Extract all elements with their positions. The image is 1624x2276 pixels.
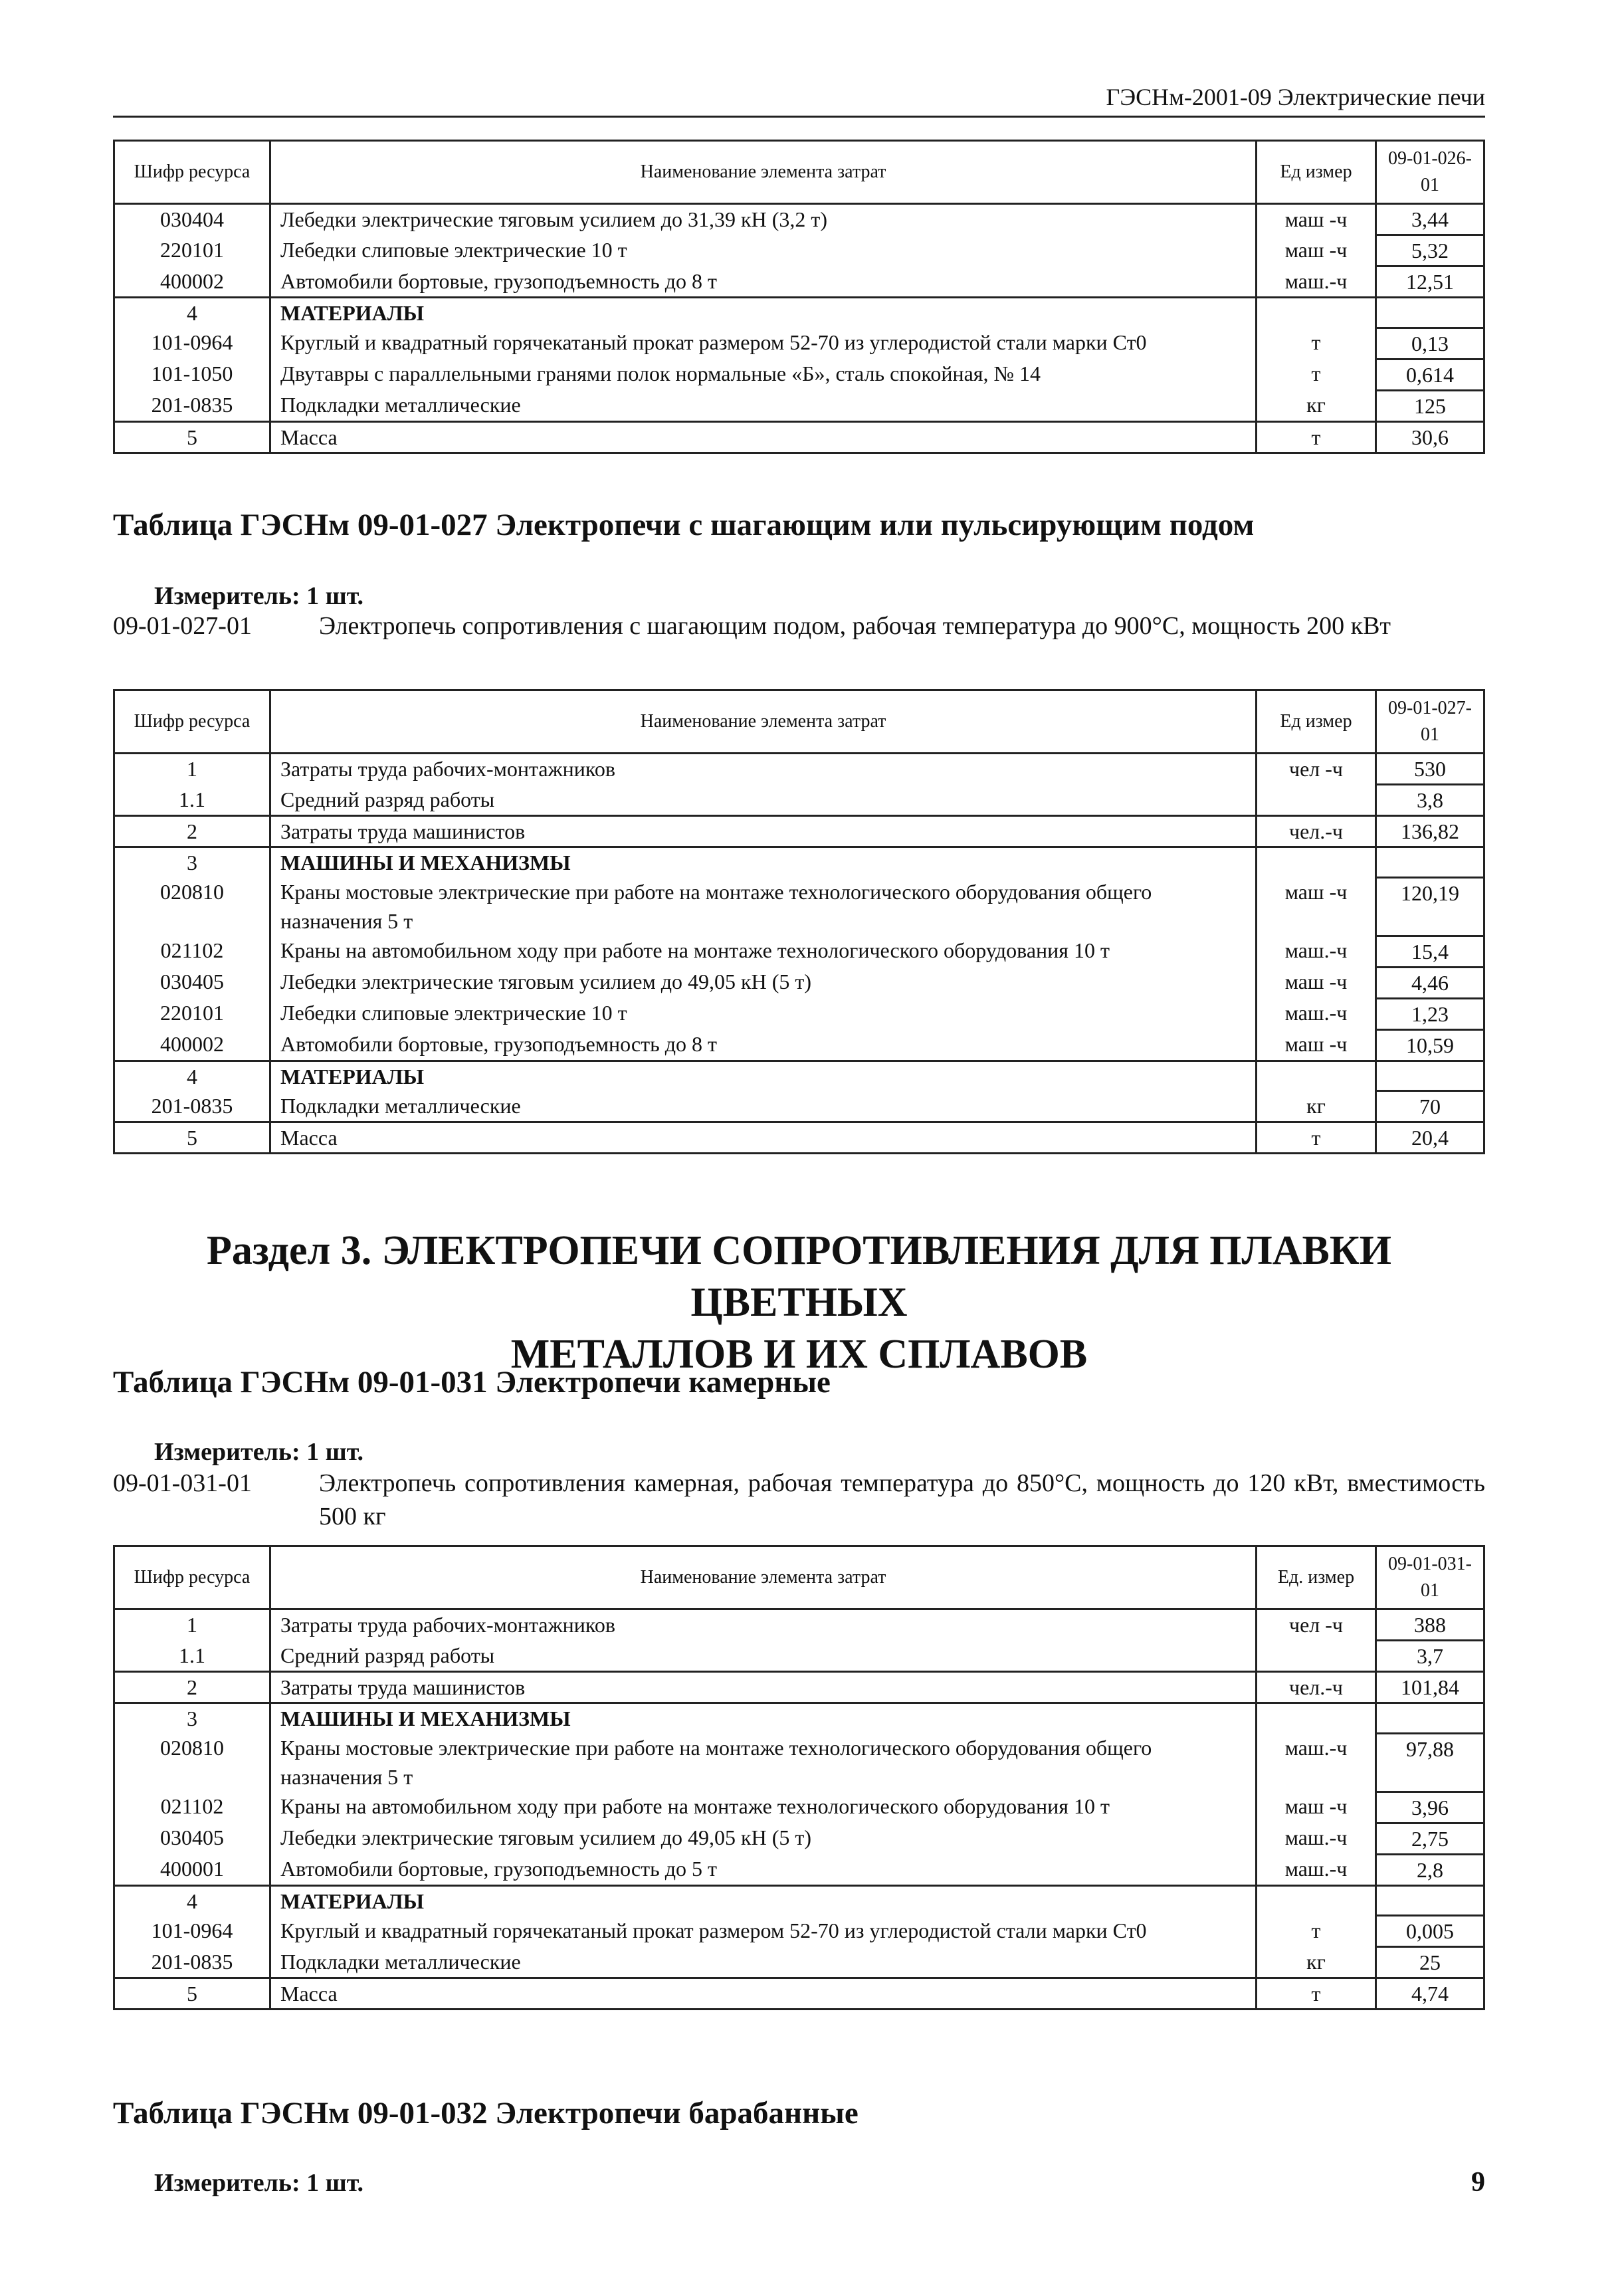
- col-header-rate-code: 09-01-027-01: [1376, 690, 1484, 754]
- col-header-name: Наименование элемента затрат: [270, 141, 1257, 204]
- table-row: [114, 936, 1484, 967]
- table-row: [114, 1978, 1484, 2010]
- table-row: [114, 390, 1484, 421]
- cell-unit: кг: [1257, 1947, 1376, 1978]
- cell-value: 0,005: [1376, 1916, 1484, 1947]
- cell-unit: кг: [1257, 1091, 1376, 1122]
- cell-value: 3,44: [1376, 204, 1484, 235]
- cell-name: Подкладки металлические: [270, 1091, 1257, 1122]
- cell-code: 1.1: [114, 785, 270, 816]
- cell-unit: маш -ч: [1257, 1792, 1376, 1823]
- cell-name: Круглый и квадратный горячекатаный прокат размером 52-70 из углеродистой стали марки Ст0: [270, 328, 1257, 359]
- section-3-title-line2: МЕТАЛЛОВ И ИХ СПЛАВОВ: [510, 1332, 1088, 1377]
- cell-unit: т: [1257, 359, 1376, 390]
- table-title-031: Таблица ГЭСНм 09-01-031 Электропечи камерные: [113, 1365, 831, 1399]
- cell-value: 4,46: [1376, 967, 1484, 998]
- table-row: [114, 754, 1484, 785]
- table-row: [114, 328, 1484, 359]
- table-row: [114, 204, 1484, 235]
- cell-unit: [1257, 298, 1376, 328]
- cell-code: 220101: [114, 998, 270, 1029]
- table-row: [114, 235, 1484, 266]
- cell-code: 030405: [114, 967, 270, 998]
- cell-name: Лебедки слиповые электрические 10 т: [270, 235, 1257, 266]
- cell-unit: [1257, 785, 1376, 816]
- cell-code: 1: [114, 1609, 270, 1641]
- table-row: [114, 421, 1484, 453]
- cell-code: 5: [114, 421, 270, 453]
- cell-value: 97,88: [1376, 1733, 1484, 1792]
- table-row: [114, 877, 1484, 936]
- cell-name: Лебедки электрические тяговым усилием до 49,05 кН (5 т): [270, 967, 1257, 998]
- cell-code: 4: [114, 298, 270, 328]
- cell-name: Масса: [270, 421, 1257, 453]
- table-row: [114, 1733, 1484, 1792]
- table-row: [114, 1122, 1484, 1154]
- cell-name: Лебедки слиповые электрические 10 т: [270, 998, 1257, 1029]
- cell-name: Двутавры с параллельными гранями полок нормальные «Б», сталь спокойная, № 14: [270, 359, 1257, 390]
- cell-name: Автомобили бортовые, грузоподъемность до 5 т: [270, 1854, 1257, 1885]
- cell-value: 388: [1376, 1609, 1484, 1641]
- table-row: [114, 1029, 1484, 1061]
- cell-value: 4,74: [1376, 1978, 1484, 2010]
- cell-name: МАТЕРИАЛЫ: [270, 1885, 1257, 1916]
- cell-value: 20,4: [1376, 1122, 1484, 1154]
- table-row: [114, 1091, 1484, 1122]
- cell-code: 101-0964: [114, 328, 270, 359]
- section-3-title: [113, 1225, 1485, 1380]
- cell-code: 400001: [114, 1854, 270, 1885]
- meter-value: 1 шт.: [306, 2169, 364, 2197]
- cell-code: 400002: [114, 266, 270, 298]
- cell-unit: чел -ч: [1257, 754, 1376, 785]
- table-row: [114, 1703, 1484, 1734]
- table-row: [114, 1641, 1484, 1672]
- cost-table-031: [113, 1545, 1485, 2010]
- cell-value: 10,59: [1376, 1029, 1484, 1061]
- cell-name: Затраты труда рабочих-монтажников: [270, 1609, 1257, 1641]
- col-header-name: Наименование элемента затрат: [270, 690, 1257, 754]
- cell-name: Масса: [270, 1122, 1257, 1154]
- cell-value: 1,23: [1376, 998, 1484, 1029]
- cell-unit: маш -ч: [1257, 877, 1376, 936]
- cell-unit: маш.-ч: [1257, 266, 1376, 298]
- meter-label: Измеритель:: [154, 1438, 300, 1466]
- cell-unit: [1257, 1061, 1376, 1091]
- cell-unit: т: [1257, 1916, 1376, 1947]
- col-header-code: Шифр ресурса: [114, 1546, 270, 1609]
- cell-code: 1.1: [114, 1641, 270, 1672]
- col-header-unit: Ед измер: [1257, 141, 1376, 204]
- cell-name: Краны мостовые электрические при работе на монтаже технологического оборудования общего назначения 5 т: [270, 1733, 1257, 1792]
- cell-unit: чел.-ч: [1257, 816, 1376, 847]
- rate-code-031: 09-01-031-01: [113, 1469, 252, 1497]
- cell-code: 220101: [114, 235, 270, 266]
- table-row: [114, 1916, 1484, 1947]
- col-header-code: Шифр ресурса: [114, 690, 270, 754]
- cell-code: 201-0835: [114, 1947, 270, 1978]
- cost-table-027: [113, 689, 1485, 1154]
- cell-code: 3: [114, 1703, 270, 1734]
- cell-code: 020810: [114, 1733, 270, 1792]
- cell-unit: чел.-ч: [1257, 1672, 1376, 1703]
- cell-code: 201-0835: [114, 390, 270, 421]
- cell-code: 3: [114, 847, 270, 878]
- cell-value: 3,96: [1376, 1792, 1484, 1823]
- section-3-title-line1: Раздел 3. ЭЛЕКТРОПЕЧИ СОПРОТИВЛЕНИЯ ДЛЯ ПЛАВКИ ЦВЕТНЫХ: [206, 1228, 1392, 1325]
- cell-value: 5,32: [1376, 235, 1484, 266]
- cell-unit: маш -ч: [1257, 204, 1376, 235]
- table-row: [114, 967, 1484, 998]
- cell-code: 021102: [114, 1792, 270, 1823]
- cell-code: 021102: [114, 936, 270, 967]
- cell-value: [1376, 1061, 1484, 1091]
- col-header-code: Шифр ресурса: [114, 141, 270, 204]
- table-row: [114, 1672, 1484, 1703]
- cell-name: Средний разряд работы: [270, 785, 1257, 816]
- cell-unit: [1257, 1703, 1376, 1734]
- cell-name: Подкладки металлические: [270, 390, 1257, 421]
- meter-label: Измеритель:: [154, 2169, 300, 2197]
- cell-value: 136,82: [1376, 816, 1484, 847]
- cell-unit: маш.-ч: [1257, 936, 1376, 967]
- col-header-rate-code: 09-01-031-01: [1376, 1546, 1484, 1609]
- cell-name: Лебедки электрические тяговым усилием до 49,05 кН (5 т): [270, 1823, 1257, 1854]
- cell-code: 400002: [114, 1029, 270, 1061]
- col-header-unit: Ед. измер: [1257, 1546, 1376, 1609]
- cell-value: 15,4: [1376, 936, 1484, 967]
- cell-value: [1376, 1703, 1484, 1734]
- table-row: [114, 847, 1484, 878]
- cell-value: [1376, 298, 1484, 328]
- cell-unit: [1257, 1885, 1376, 1916]
- cell-value: 25: [1376, 1947, 1484, 1978]
- cell-code: 5: [114, 1978, 270, 2010]
- cell-code: 101-1050: [114, 359, 270, 390]
- cell-value: 101,84: [1376, 1672, 1484, 1703]
- table-row: [114, 998, 1484, 1029]
- cell-code: 101-0964: [114, 1916, 270, 1947]
- cell-value: 70: [1376, 1091, 1484, 1122]
- cell-name: Затраты труда машинистов: [270, 816, 1257, 847]
- rate-description-027: Электропечь сопротивления с шагающим подом, рабочая температура до 900°С, мощность 200 кВт: [319, 612, 1391, 640]
- cost-table-026: [113, 140, 1485, 454]
- cell-name: Круглый и квадратный горячекатаный прокат размером 52-70 из углеродистой стали марки Ст0: [270, 1916, 1257, 1947]
- table-row: [114, 785, 1484, 816]
- cell-value: 125: [1376, 390, 1484, 421]
- cell-unit: т: [1257, 1978, 1376, 2010]
- cell-value: 0,13: [1376, 328, 1484, 359]
- cell-name: МАШИНЫ И МЕХАНИЗМЫ: [270, 847, 1257, 878]
- cell-unit: т: [1257, 1122, 1376, 1154]
- meter-032: [154, 2168, 363, 2198]
- col-header-unit: Ед измер: [1257, 690, 1376, 754]
- table-row: [114, 1061, 1484, 1091]
- table-row: [114, 1609, 1484, 1641]
- table-row: [114, 1823, 1484, 1854]
- table-title-027: Таблица ГЭСНм 09-01-027 Электропечи с шагающим или пульсирующим подом: [113, 508, 1255, 542]
- table-row: [114, 1854, 1484, 1885]
- cell-name: МАТЕРИАЛЫ: [270, 298, 1257, 328]
- cell-code: 030404: [114, 204, 270, 235]
- cell-unit: маш -ч: [1257, 967, 1376, 998]
- cell-code: 2: [114, 1672, 270, 1703]
- cell-unit: т: [1257, 421, 1376, 453]
- cell-code: 020810: [114, 877, 270, 936]
- cell-unit: маш.-ч: [1257, 998, 1376, 1029]
- cell-unit: т: [1257, 328, 1376, 359]
- running-header: ГЭСНм-2001-09 Электрические печи: [113, 78, 1485, 118]
- meter-value: 1 шт.: [306, 1438, 364, 1466]
- cell-unit: маш -ч: [1257, 235, 1376, 266]
- rate-code-027: 09-01-027-01: [113, 612, 252, 640]
- cell-unit: маш.-ч: [1257, 1823, 1376, 1854]
- cell-value: 3,8: [1376, 785, 1484, 816]
- meter-value: 1 шт.: [306, 582, 364, 610]
- cell-value: 30,6: [1376, 421, 1484, 453]
- cell-value: 2,75: [1376, 1823, 1484, 1854]
- cell-name: Краны на автомобильном ходу при работе на монтаже технологического оборудования 10 т: [270, 936, 1257, 967]
- col-header-rate-code: 09-01-026-01: [1376, 141, 1484, 204]
- cell-name: Автомобили бортовые, грузоподъемность до 8 т: [270, 1029, 1257, 1061]
- table-row: [114, 1792, 1484, 1823]
- meter-027: [154, 581, 363, 611]
- meter-031: [154, 1437, 363, 1467]
- cell-value: 0,614: [1376, 359, 1484, 390]
- table-row: [114, 298, 1484, 328]
- cell-code: 5: [114, 1122, 270, 1154]
- table-row: [114, 816, 1484, 847]
- table-title-032: Таблица ГЭСНм 09-01-032 Электропечи барабанные: [113, 2096, 859, 2130]
- cell-code: 4: [114, 1885, 270, 1916]
- cell-name: МАШИНЫ И МЕХАНИЗМЫ: [270, 1703, 1257, 1734]
- cell-name: Автомобили бортовые, грузоподъемность до 8 т: [270, 266, 1257, 298]
- cell-value: [1376, 847, 1484, 878]
- table-row: [114, 359, 1484, 390]
- cell-name: Подкладки металлические: [270, 1947, 1257, 1978]
- cell-name: Масса: [270, 1978, 1257, 2010]
- cell-code: 030405: [114, 1823, 270, 1854]
- cell-name: Краны мостовые электрические при работе на монтаже технологического оборудования общего назначения 5 т: [270, 877, 1257, 936]
- table-row: [114, 1947, 1484, 1978]
- cell-value: 530: [1376, 754, 1484, 785]
- cell-name: Затраты труда машинистов: [270, 1672, 1257, 1703]
- cell-name: МАТЕРИАЛЫ: [270, 1061, 1257, 1091]
- cell-unit: кг: [1257, 390, 1376, 421]
- cell-value: 12,51: [1376, 266, 1484, 298]
- cell-unit: маш -ч: [1257, 1029, 1376, 1061]
- page-number: 9: [1471, 2167, 1485, 2198]
- cell-unit: [1257, 1641, 1376, 1672]
- cell-code: 4: [114, 1061, 270, 1091]
- cell-code: 1: [114, 754, 270, 785]
- cell-unit: маш.-ч: [1257, 1733, 1376, 1792]
- cell-code: 201-0835: [114, 1091, 270, 1122]
- cell-value: 120,19: [1376, 877, 1484, 936]
- table-row: [114, 1885, 1484, 1916]
- rate-description-031: Электропечь сопротивления камерная, рабочая температура до 850°С, мощность до 120 кВт, вместимость 500 кг: [319, 1469, 1485, 1530]
- meter-label: Измеритель:: [154, 582, 300, 610]
- cell-value: 3,7: [1376, 1641, 1484, 1672]
- col-header-name: Наименование элемента затрат: [270, 1546, 1257, 1609]
- cell-name: Краны на автомобильном ходу при работе на монтаже технологического оборудования 10 т: [270, 1792, 1257, 1823]
- cell-code: 2: [114, 816, 270, 847]
- cell-unit: маш.-ч: [1257, 1854, 1376, 1885]
- cell-unit: [1257, 847, 1376, 878]
- cell-name: Лебедки электрические тяговым усилием до 31,39 кН (3,2 т): [270, 204, 1257, 235]
- cell-unit: чел -ч: [1257, 1609, 1376, 1641]
- table-row: [114, 266, 1484, 298]
- cell-value: 2,8: [1376, 1854, 1484, 1885]
- cell-name: Средний разряд работы: [270, 1641, 1257, 1672]
- cell-name: Затраты труда рабочих-монтажников: [270, 754, 1257, 785]
- cell-value: [1376, 1885, 1484, 1916]
